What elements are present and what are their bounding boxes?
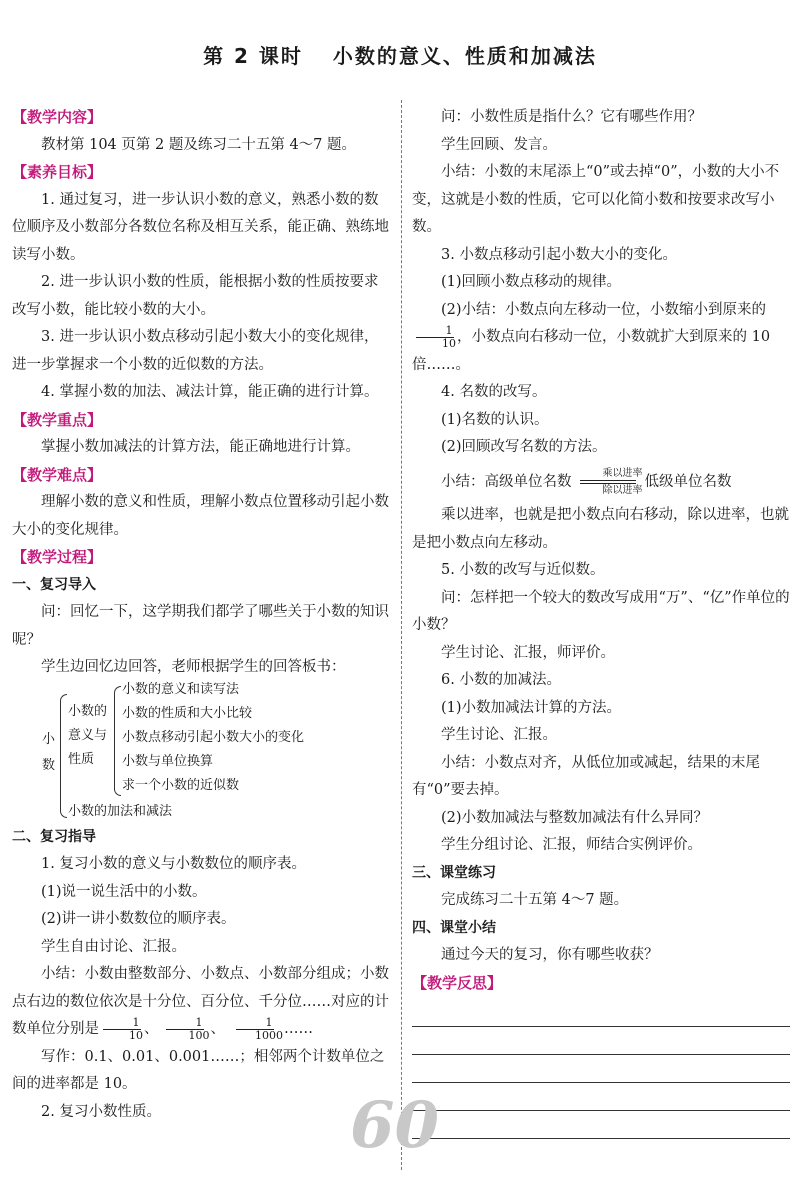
outline-outer-brace (60, 694, 67, 818)
lesson-number: 第 2 课时 (203, 44, 303, 68)
heading-difficulties: 【教学难点】 (12, 465, 103, 484)
heading-goals: 【素养目标】 (12, 163, 103, 181)
section-1-answer: 学生边回忆边回答，老师根据学生的回答板书： (41, 659, 346, 675)
right-column (412, 104, 790, 1139)
fraction-1-100: $\frac{1}{100}$ (160, 1017, 210, 1042)
section-1-title: 一、复习导入 (12, 576, 96, 593)
heading-teaching-content: 【教学内容】 (12, 108, 103, 126)
page-number: 60 (350, 1088, 440, 1163)
property-response: 学生回顾、发言。 (441, 136, 557, 153)
outline-item-5: 求一个小数的近似数 (122, 777, 240, 793)
double-arrow-icon (580, 479, 636, 485)
writing-line (412, 1083, 790, 1111)
writing-line (412, 1111, 790, 1139)
section-2-item-2: 2. 复习小数性质。 (41, 1103, 161, 1120)
section-3-text: 完成练习二十五第 4～7 题。 (441, 892, 629, 908)
writing-line (412, 1027, 790, 1055)
heading-process: 【教学过程】 (12, 548, 103, 566)
writing-line (412, 1055, 790, 1083)
section-3-title: 三、课堂练习 (412, 864, 496, 881)
section-2-item-1: 1. 复习小数的意义与小数数位的顺序表。 (41, 856, 306, 872)
goal-3: 3. 进一步认识小数点移动引起小数大小的变化规律，进一步掌握求一个小数的近似数的方法。 (12, 329, 379, 373)
section-2-item-1b: (2)讲一讲小数数位的顺序表。 (41, 911, 236, 927)
section-4-text: 通过今天的复习，你有哪些收获？ (441, 947, 659, 963)
item-3-title: 3. 小数点移动引起小数大小的变化。 (441, 246, 677, 263)
board-outline-diagram (12, 681, 392, 824)
section-2-item-1c: 学生自由讨论、汇报。 (41, 938, 186, 955)
teaching-content-text: 教材第 104 页第 2 题及练习二十五第 4～7 题。 (41, 136, 357, 153)
key-points-text: 掌握小数加减法的计算方法，能正确地进行计算。 (41, 439, 360, 455)
fraction-1-10: $\frac{1}{10}$ (100, 1017, 143, 1042)
reflection-lines (412, 999, 790, 1139)
fraction-1-10-right: $\frac{1}{10}$ (413, 325, 456, 350)
item-4-title: 4. 名数的改写。 (441, 384, 547, 400)
heading-reflection: 【教学反思】 (412, 973, 503, 992)
item-5-response: 学生讨论、汇报，师评价。 (441, 644, 615, 661)
writing-line (412, 999, 790, 1027)
left-column (12, 104, 392, 1126)
outline-group-3: 性质 (68, 751, 95, 767)
item-4-summary: 小结：高级单位名数 乘以进率 除以进率 低级单位名数 (441, 467, 732, 496)
item-5-question: 问：怎样把一个较大的数改写成用“万”、“亿”作单位的小数？ (412, 589, 790, 633)
outline-group-1: 小数的 (68, 703, 108, 719)
section-2-summary: 小结：小数由整数部分、小数点、小数部分组成；小数点右边的数位依次是十分位、百分位、千分位……对应的计数单位分别是 $\frac{1}{10}$ 、 $\frac{1}{100}$ 、 $\frac{1}{1000}$ …… (12, 966, 389, 1042)
item-4a: (1)名数的认识。 (441, 411, 549, 428)
summary-text: 小结：小数由整数部分、小数点、小数部分组成；小数点右边的数位依次是十分位、百分位、千分位……对应的计数单位分别是 (12, 966, 389, 1037)
goal-4: 4. 掌握小数的加法、减法计算，能正确的进行计算。 (41, 384, 379, 400)
outline-inner-brace (114, 686, 121, 796)
fraction-1-1000: $\frac{1}{1000}$ (226, 1017, 283, 1042)
item-6a-response: 学生讨论、汇报。 (441, 727, 557, 743)
section-2-title: 二、复习指导 (12, 828, 96, 845)
item-6b-response: 学生分组讨论、汇报，师结合实例评价。 (441, 837, 702, 853)
goal-2: 2. 进一步认识小数的性质，能根据小数的性质按要求改写小数，能比较小数的大小。 (12, 274, 379, 318)
item-6-summary: 小结：小数点对齐，从低位加或减起，结果的末尾有“0”要去掉。 (412, 754, 760, 798)
difficulties-text: 理解小数的意义和性质，理解小数点位置移动引起小数大小的变化规律。 (12, 494, 389, 538)
outline-item-last: 小数的加法和减法 (68, 803, 173, 819)
page-title (0, 40, 800, 69)
item-5-title: 5. 小数的改写与近似数。 (441, 562, 605, 578)
column-divider (401, 100, 402, 1170)
outline-item-4: 小数与单位换算 (122, 753, 214, 769)
item-6a: (1)小数加减法计算的方法。 (441, 699, 622, 716)
item-6-title: 6. 小数的加减法。 (441, 672, 561, 688)
outline-item-1: 小数的意义和读写法 (122, 681, 240, 697)
goal-1: 1. 通过复习，进一步认识小数的意义，熟悉小数的数位顺序及小数部分各数位名称及相互关系，能正确、熟练地读写小数。 (12, 191, 389, 263)
section-2-item-1a: (1)说一说生活中的小数。 (41, 883, 207, 900)
item-3b: (2)小结：小数点向左移动一位，小数缩小到原来的 $\frac{1}{10}$ ，小数点向右移动一位，小数就扩大到原来的 10 倍……。 (412, 301, 771, 373)
item-6b: (2)小数加减法与整数加减法有什么异同？ (441, 809, 709, 826)
item-4b: (2)回顾改写名数的方法。 (441, 439, 607, 455)
outline-root-1: 小 (42, 731, 56, 747)
section-4-title: 四、课堂小结 (412, 919, 496, 936)
item-3a: (1)回顾小数点移动的规律。 (441, 274, 622, 290)
outline-item-2: 小数的性质和大小比较 (122, 705, 253, 721)
outline-item-3: 小数点移动引起小数大小的变化 (122, 729, 305, 745)
heading-key-points: 【教学重点】 (12, 410, 103, 429)
property-summary: 小结：小数的末尾添上“0”或去掉“0”，小数的大小不变，这就是小数的性质，它可以化简小数和按要求改写小数。 (412, 164, 780, 235)
section-1-question: 问：回忆一下，这学期我们都学了哪些关于小数的知识呢？ (12, 604, 389, 648)
item-4-explanation: 乘以进率，也就是把小数点向右移动，除以进率，也就是把小数点向左移动。 (412, 507, 789, 551)
outline-group-2: 意义与 (68, 727, 108, 743)
outline-root-2: 数 (42, 757, 56, 773)
section-2-write: 写作：0.1、0.01、0.001……；相邻两个计数单位之间的进率都是 10。 (12, 1048, 385, 1092)
lesson-title: 小数的意义、性质和加减法 (332, 44, 597, 68)
conversion-arrows: 乘以进率 除以进率 (574, 468, 643, 496)
property-question: 问：小数性质是指什么？它有哪些作用？ (441, 109, 702, 125)
